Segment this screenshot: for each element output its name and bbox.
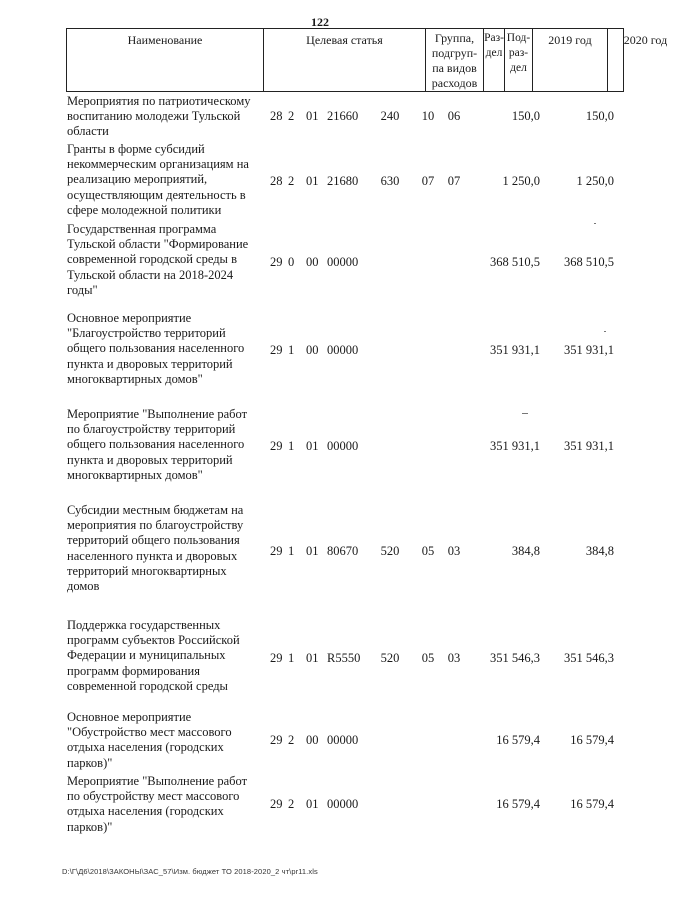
- row-name-line: населенного пункта и дворовых: [67, 548, 238, 563]
- row-name: [67, 407, 267, 483]
- cell-amount-2019: 351 546,3: [490, 651, 540, 665]
- cell-subprogram: 2: [288, 733, 295, 747]
- scan-speck: [522, 413, 528, 414]
- row-name-line: по обустройству мест массового: [67, 789, 240, 804]
- cell-amount-2020: 1 250,0: [576, 174, 614, 188]
- row-name: [67, 503, 267, 594]
- header-group-line: Группа,: [434, 31, 475, 45]
- cell-program: 29: [270, 651, 283, 665]
- cell-subprogram: 2: [288, 174, 295, 188]
- cell-group: 630: [380, 174, 400, 188]
- cell-amount-2020: 16 579,4: [570, 733, 614, 747]
- page-number: 122: [311, 15, 329, 29]
- cell-program: 29: [270, 343, 283, 357]
- row-name: [67, 710, 267, 771]
- header-subsection: [505, 29, 533, 91]
- cell-main-event: 00: [306, 343, 319, 357]
- footer-file-path: D:\Г\Д6\2018\ЗАКОНЫ\ЗАС_57\Изм. бюджет ТО 2018-2020_2 чт\pr11.xls: [62, 867, 318, 876]
- cell-amount-2020: 150,0: [585, 109, 614, 123]
- cell-program: 29: [270, 255, 283, 269]
- cell-amount-2020: 351 546,3: [564, 651, 614, 665]
- cell-program: 29: [270, 797, 283, 811]
- cell-amount-2020: 16 579,4: [570, 797, 614, 811]
- cell-direction: 21660: [327, 109, 359, 123]
- header-target-article: Целевая статья: [264, 29, 426, 91]
- cell-amount-2019: 351 931,1: [490, 343, 540, 357]
- row-name-line: общего пользования населенного: [67, 437, 245, 452]
- row-name-line: "Благоустройство территорий: [67, 326, 226, 341]
- cell-subprogram: 1: [288, 651, 295, 665]
- header-subsection-line: Под-: [506, 32, 531, 44]
- row-name-line: Основное мероприятие: [67, 710, 192, 724]
- cell-subprogram: 1: [288, 544, 295, 558]
- row-name-line: парков)": [67, 819, 113, 834]
- cell-amount-2019: 351 931,1: [490, 439, 540, 453]
- cell-main-event: 01: [306, 544, 319, 558]
- row-name: [67, 94, 267, 140]
- row-name-line: годы": [67, 282, 98, 297]
- scan-speck: [604, 331, 606, 332]
- row-name: [67, 311, 267, 387]
- row-name-line: территорий общего пользования: [67, 533, 240, 548]
- cell-section: 05: [421, 544, 435, 558]
- row-name-line: сфере молодежной политики: [67, 202, 222, 217]
- cell-program: 29: [270, 544, 283, 558]
- cell-direction: 21680: [327, 174, 359, 188]
- row-name-line: Федерации и муниципальных: [67, 648, 226, 663]
- row-name-line: отдыха населения (городских: [67, 740, 224, 755]
- row-name-line: Субсидии местным бюджетам на: [67, 503, 244, 517]
- header-section-line: дел: [485, 47, 503, 59]
- row-name: [67, 222, 267, 298]
- cell-amount-2020: 368 510,5: [564, 255, 614, 269]
- cell-main-event: 01: [306, 174, 319, 188]
- row-name-line: по благоустройству территорий: [67, 422, 236, 437]
- cell-group: 520: [380, 651, 400, 665]
- row-name-line: "Обустройство мест массового: [67, 725, 232, 740]
- row-name-line: современной городской среды в: [67, 252, 237, 267]
- cell-main-event: 01: [306, 797, 319, 811]
- header-section-line: Раз-: [484, 32, 504, 44]
- row-name-line: территорий многоквартирных: [67, 563, 227, 578]
- header-name: Наименование: [67, 29, 264, 91]
- cell-subsection: 06: [447, 109, 461, 123]
- row-name-line: программ формирования: [67, 663, 200, 678]
- cell-subsection: 07: [447, 174, 461, 188]
- cell-group: 240: [380, 109, 400, 123]
- cell-main-event: 01: [306, 109, 319, 123]
- cell-main-event: 01: [306, 439, 319, 453]
- cell-main-event: 00: [306, 255, 319, 269]
- cell-amount-2019: 150,0: [511, 109, 540, 123]
- row-name-line: Тульской области "Формирование: [67, 237, 249, 252]
- cell-subprogram: 1: [288, 439, 295, 453]
- header-group-line: па видов: [432, 61, 477, 75]
- cell-amount-2019: 1 250,0: [502, 174, 540, 188]
- cell-direction: 80670: [327, 544, 359, 558]
- cell-program: 28: [270, 174, 283, 188]
- header-year-2020: 2020 год: [623, 33, 668, 47]
- row-name-line: Мероприятие "Выполнение работ: [67, 774, 248, 788]
- row-name-line: многоквартирных домов": [67, 371, 203, 386]
- cell-amount-2020: 384,8: [585, 544, 614, 558]
- row-name-line: общего пользования населенного: [67, 341, 245, 356]
- cell-program: 29: [270, 733, 283, 747]
- row-name-line: Мероприятие "Выполнение работ: [67, 407, 248, 421]
- row-name-line: Мероприятия по патриотическому: [67, 94, 251, 108]
- cell-amount-2020: 351 931,1: [564, 343, 614, 357]
- cell-subprogram: 1: [288, 343, 295, 357]
- header-section: [484, 29, 505, 91]
- row-name-line: области: [67, 124, 109, 139]
- cell-direction: 00000: [327, 255, 359, 269]
- cell-subprogram: 2: [288, 109, 295, 123]
- cell-direction: 00000: [327, 439, 359, 453]
- row-name-line: Основное мероприятие: [67, 311, 192, 325]
- cell-subprogram: 2: [288, 797, 295, 811]
- cell-group: 520: [380, 544, 400, 558]
- row-name-line: пункта и дворовых территорий: [67, 452, 233, 467]
- row-name-line: современной городской среды: [67, 678, 228, 693]
- row-name-line: домов: [67, 579, 100, 594]
- row-name-line: отдыха населения (городских: [67, 804, 224, 819]
- row-name-line: осуществляющим деятельность в: [67, 187, 246, 202]
- cell-amount-2020: 351 931,1: [564, 439, 614, 453]
- cell-section: 07: [421, 174, 435, 188]
- cell-amount-2019: 384,8: [511, 544, 540, 558]
- cell-section: 05: [421, 651, 435, 665]
- cell-subsection: 03: [447, 544, 461, 558]
- row-name-line: Поддержка государственных: [67, 618, 221, 632]
- cell-subsection: 03: [447, 651, 461, 665]
- row-name-line: парков)": [67, 755, 113, 770]
- cell-subprogram: 0: [288, 255, 295, 269]
- row-name-line: Гранты в форме субсидий: [67, 142, 205, 156]
- row-name-line: пункта и дворовых территорий: [67, 356, 233, 371]
- cell-amount-2019: 16 579,4: [496, 733, 540, 747]
- row-name-line: Государственная программа: [67, 222, 217, 236]
- header-year-2019: 2019 год: [533, 29, 608, 91]
- row-name-line: программ субъектов Российской: [67, 633, 240, 648]
- cell-program: 29: [270, 439, 283, 453]
- cell-main-event: 00: [306, 733, 319, 747]
- cell-main-event: 01: [306, 651, 319, 665]
- cell-direction: R5550: [327, 651, 361, 665]
- cell-section: 10: [421, 109, 435, 123]
- header-expense-group: [426, 29, 484, 91]
- header-subsection-line: дел: [510, 62, 527, 74]
- header-group-line: подгруп-: [431, 46, 478, 60]
- row-name-line: воспитанию молодежи Тульской: [67, 109, 241, 124]
- row-name: [67, 774, 267, 835]
- header-group-line: расходов: [431, 76, 478, 90]
- cell-direction: 00000: [327, 733, 359, 747]
- table-header: [66, 28, 668, 92]
- row-name-line: мероприятия по благоустройству: [67, 518, 244, 533]
- cell-amount-2019: 368 510,5: [490, 255, 540, 269]
- cell-direction: 00000: [327, 343, 359, 357]
- scan-speck: [594, 223, 596, 224]
- cell-direction: 00000: [327, 797, 359, 811]
- row-name-line: Тульской области на 2018-2024: [67, 267, 234, 282]
- row-name-line: многоквартирных домов": [67, 467, 203, 482]
- row-name-line: реализацию мероприятий,: [67, 172, 208, 187]
- cell-program: 28: [270, 109, 283, 123]
- cell-amount-2019: 16 579,4: [496, 797, 540, 811]
- row-name: [67, 142, 267, 218]
- row-name: [67, 618, 267, 694]
- row-name-line: некоммерческим организациям на: [67, 157, 249, 172]
- header-subsection-line: раз-: [508, 47, 529, 59]
